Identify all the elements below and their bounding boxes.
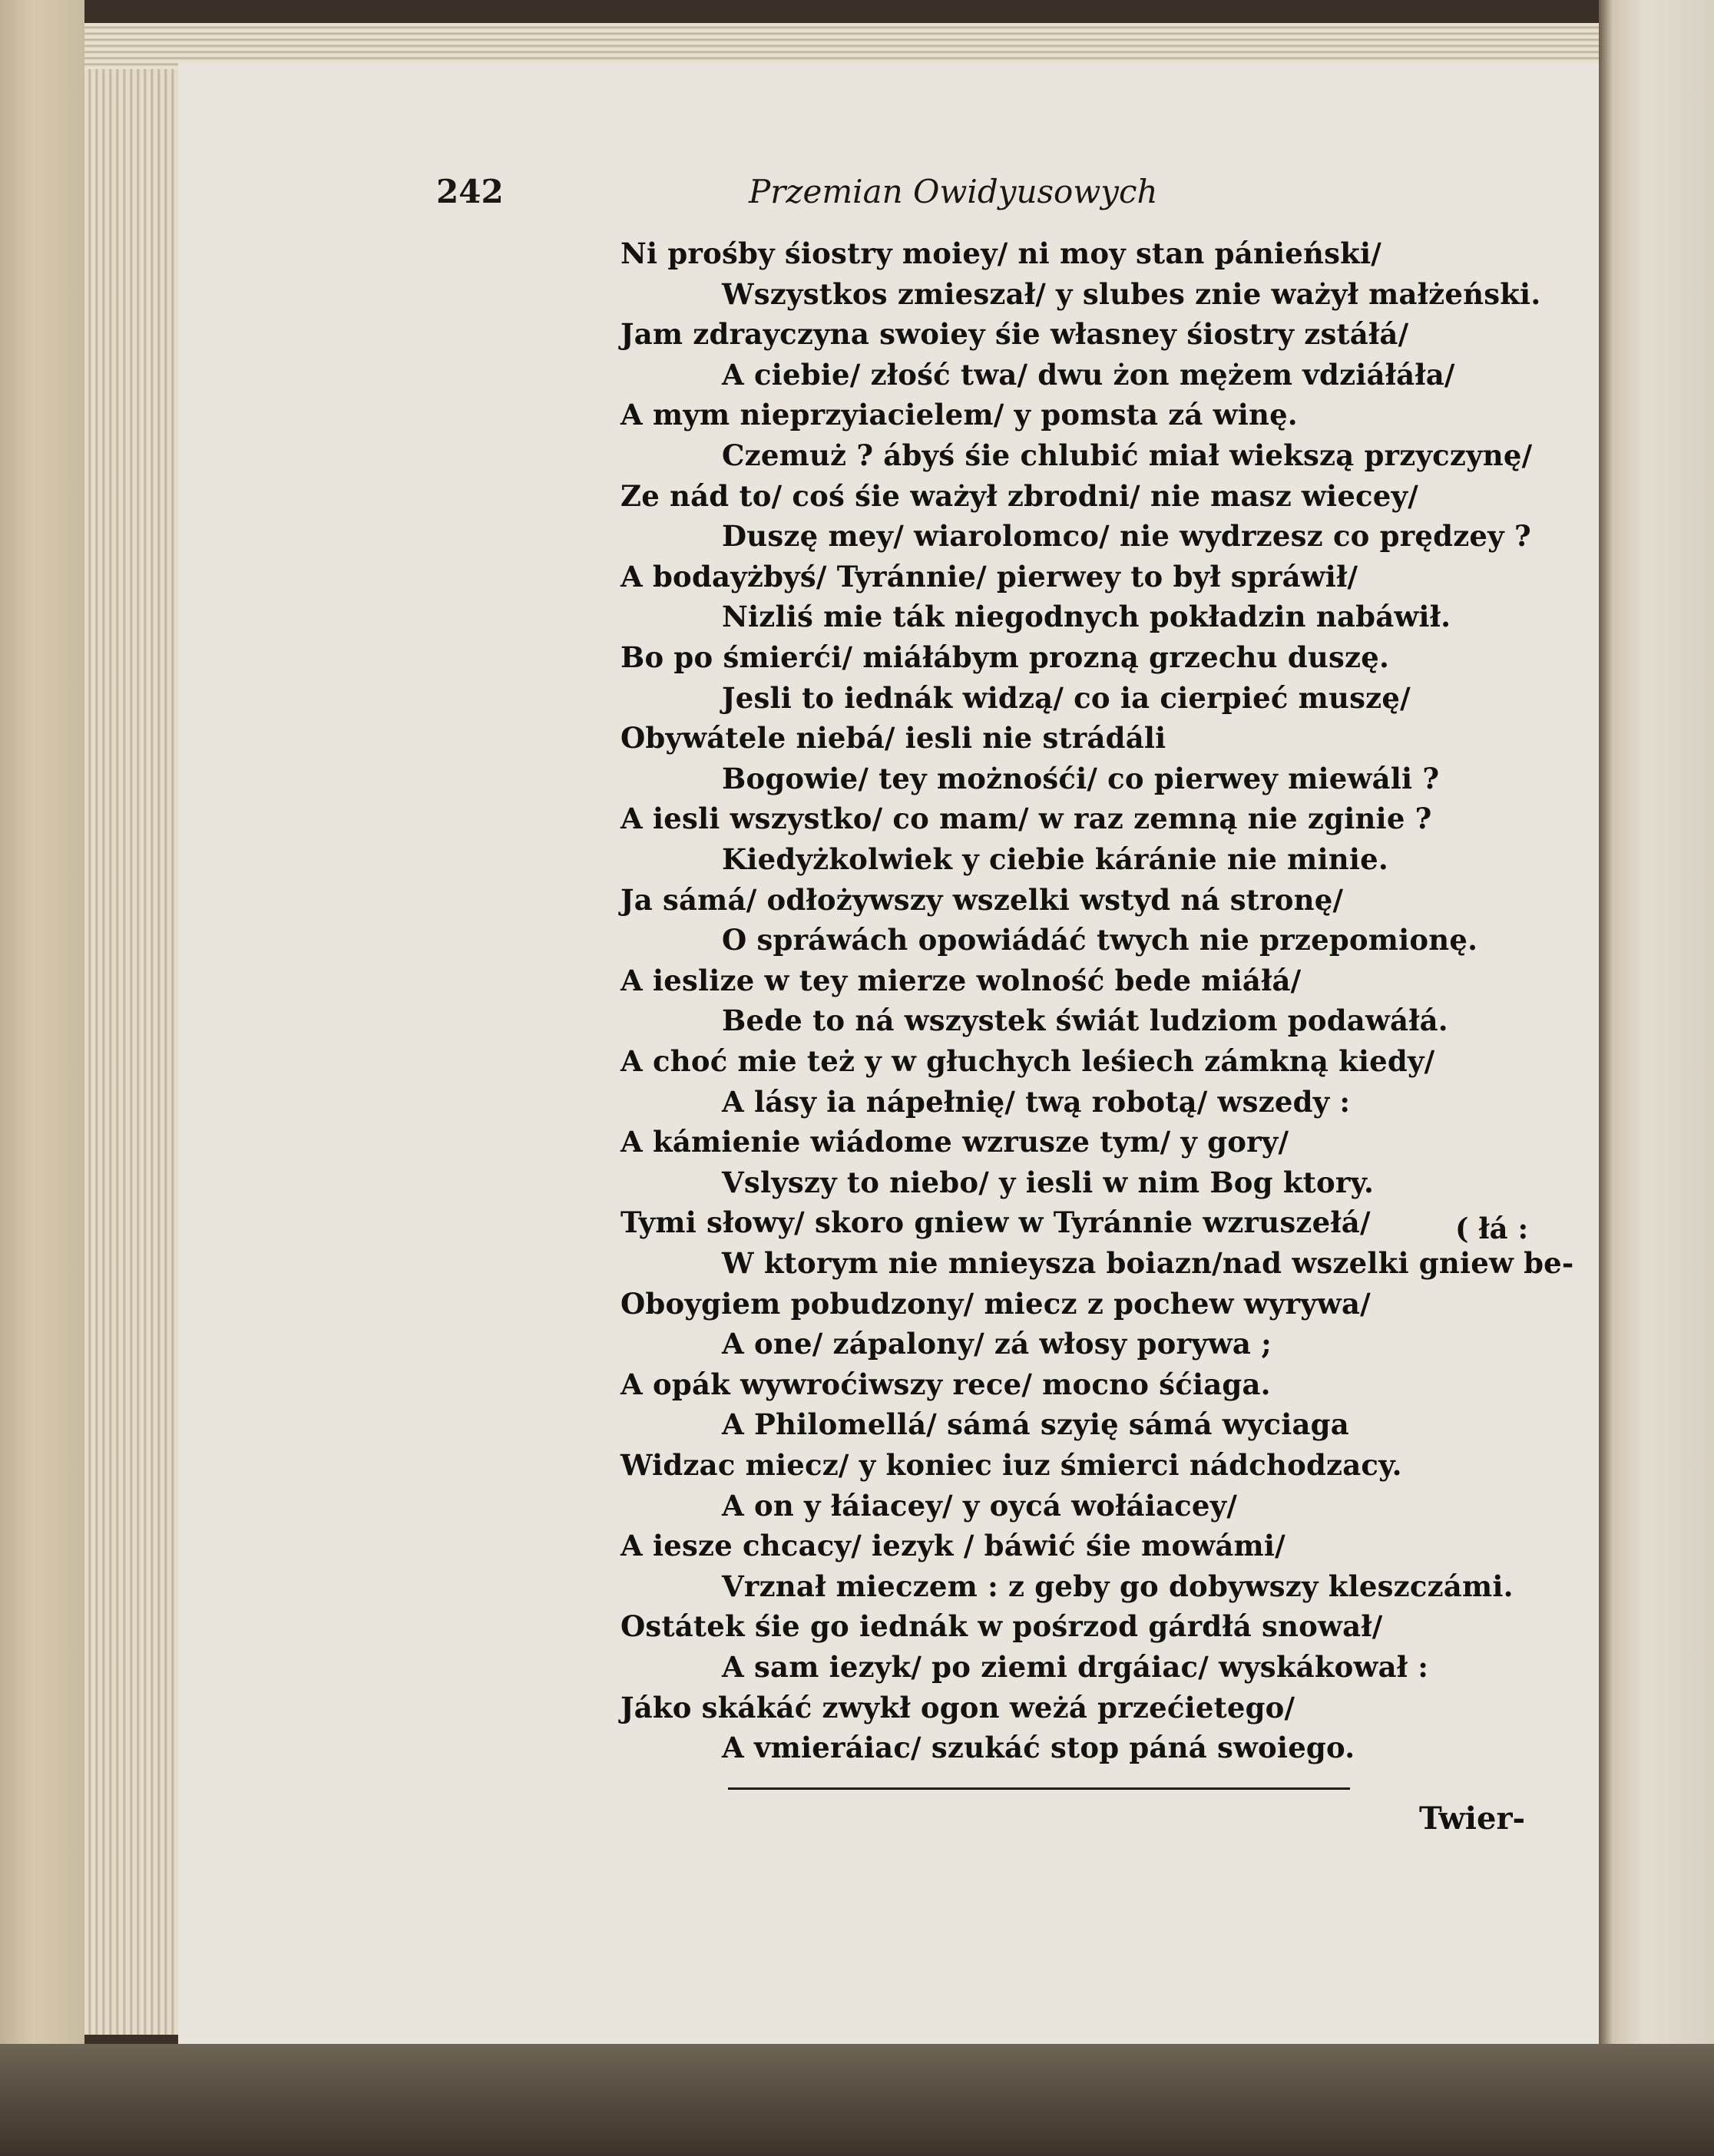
- poem-line: Vslyszy to niebo/ y iesli w nim Bog ktory.: [722, 1165, 1375, 1199]
- poem-line: Wszystkos zmieszał/ y slubes znie ważył małżeński.: [722, 276, 1541, 311]
- page-number: 242: [436, 173, 504, 210]
- poem-line: Ze nád to/ coś śie ważył zbrodni/ nie masz wiecey/: [620, 478, 1418, 513]
- poem-line: A Philomellá/ sámá szyię sámá wyciaga: [722, 1407, 1349, 1442]
- poem-line: Kiedyżkolwiek y ciebie káránie nie minie.: [722, 842, 1388, 876]
- poem-line: Nizliś mie ták niegodnych pokładzin nabáwił.: [722, 600, 1451, 634]
- background-surface: [0, 2044, 1714, 2156]
- poem-line: W ktorym nie mnieysza boiazn/nad wszelki gniew be-: [722, 1246, 1574, 1280]
- running-head: Przemian Owidyusowych: [749, 173, 1158, 210]
- poem-line: A mym nieprzyiacielem/ y pomsta zá winę.: [620, 398, 1298, 432]
- line-end-mark: ( łá :: [1455, 1212, 1529, 1245]
- page-stack-edge: [84, 23, 184, 2035]
- page-stack-top: [84, 23, 1605, 69]
- poem-line: Jáko skákáć zwykł ogon weżá przećietego/: [620, 1690, 1295, 1724]
- poem-line: A opák wywroćiwszy rece/ mocno śćiaga.: [620, 1367, 1271, 1401]
- poem-line: Ostátek śie go iednák w pośrzod gárdłá snował/: [620, 1609, 1383, 1644]
- poem-line: A one/ zápalony/ zá włosy porywa ;: [722, 1327, 1272, 1361]
- closing-rule: [728, 1787, 1350, 1790]
- poem-line: Czemuż ? ábyś śie chlubić miał wiekszą przyczynę/: [722, 438, 1533, 472]
- poem-line: Widzac miecz/ y koniec iuz śmierci nádchodzacy.: [620, 1448, 1402, 1482]
- poem-line: Jam zdrayczyna swoiey śie własney śiostry zstáłá/: [620, 317, 1409, 352]
- poem-line: A ieslize w tey mierze wolność bede miáłá/: [620, 963, 1302, 997]
- poem-line: A choć mie też y w głuchych leśiech zámkną kiedy/: [620, 1044, 1435, 1078]
- poem-line: O spráwách opowiádáć twych nie przepomionę.: [722, 923, 1478, 957]
- poem-line: A iesli wszystko/ co mam/ w raz zemną nie zginie ?: [620, 802, 1432, 836]
- poem-line: A on y łáiacey/ y oycá wołáiacey/: [722, 1488, 1238, 1523]
- poem-line: Jesli to iednák widzą/ co ia cierpieć muszę/: [722, 680, 1411, 715]
- poem-line: A bodayżbyś/ Tyránnie/ pierwey to był spráwił/: [620, 559, 1358, 594]
- poem-line: A kámienie wiádome wzrusze tym/ y gory/: [620, 1125, 1289, 1159]
- poem-line: Tymi słowy/ skoro gniew w Tyránnie wzruszełá/: [620, 1205, 1371, 1240]
- poem-line: A vmieráiac/ szukáć stop páná swoiego.: [722, 1731, 1355, 1765]
- poem-line: Oboygiem pobudzony/ miecz z pochew wyrywa/: [620, 1286, 1371, 1321]
- catchword: Twier-: [1419, 1801, 1526, 1837]
- poem-line: A lásy ia nápełnię/ twą robotą/ wszedy :: [722, 1084, 1351, 1119]
- poem-line: Duszę mey/ wiarolomco/ nie wydrzesz co prędzey ?: [722, 519, 1531, 554]
- poem-line: Obywátele niebá/ iesli nie strádáli: [620, 721, 1166, 756]
- poem-line: A ciebie/ złość twa/ dwu żon mężem vdziáłáła/: [722, 357, 1455, 392]
- poem-line: Bo po śmierći/ miáłábym prozną grzechu duszę.: [620, 640, 1390, 674]
- book-cover-edge: [0, 0, 84, 2156]
- poem-line: Ni prośby śiostry moiey/ ni moy stan pánieński/: [620, 236, 1381, 270]
- poem-line: Bogowie/ tey możnośći/ co pierwey miewáli ?: [722, 761, 1440, 795]
- poem-line: Ja sámá/ odłożywszy wszelki wstyd ná stronę/: [620, 882, 1344, 917]
- facing-page-edge: [1599, 0, 1714, 2156]
- poem-line: A iesze chcacy/ iezyk / báwić śie mowámi/: [620, 1529, 1286, 1563]
- poem-line: Vrznał mieczem : z geby go dobywszy kleszczámi.: [722, 1569, 1514, 1603]
- poem-line: A sam iezyk/ po ziemi drgáiac/ wyskákował :: [722, 1650, 1429, 1684]
- poem-line: Bede to ná wszystek świát ludziom podawáłá.: [722, 1004, 1448, 1038]
